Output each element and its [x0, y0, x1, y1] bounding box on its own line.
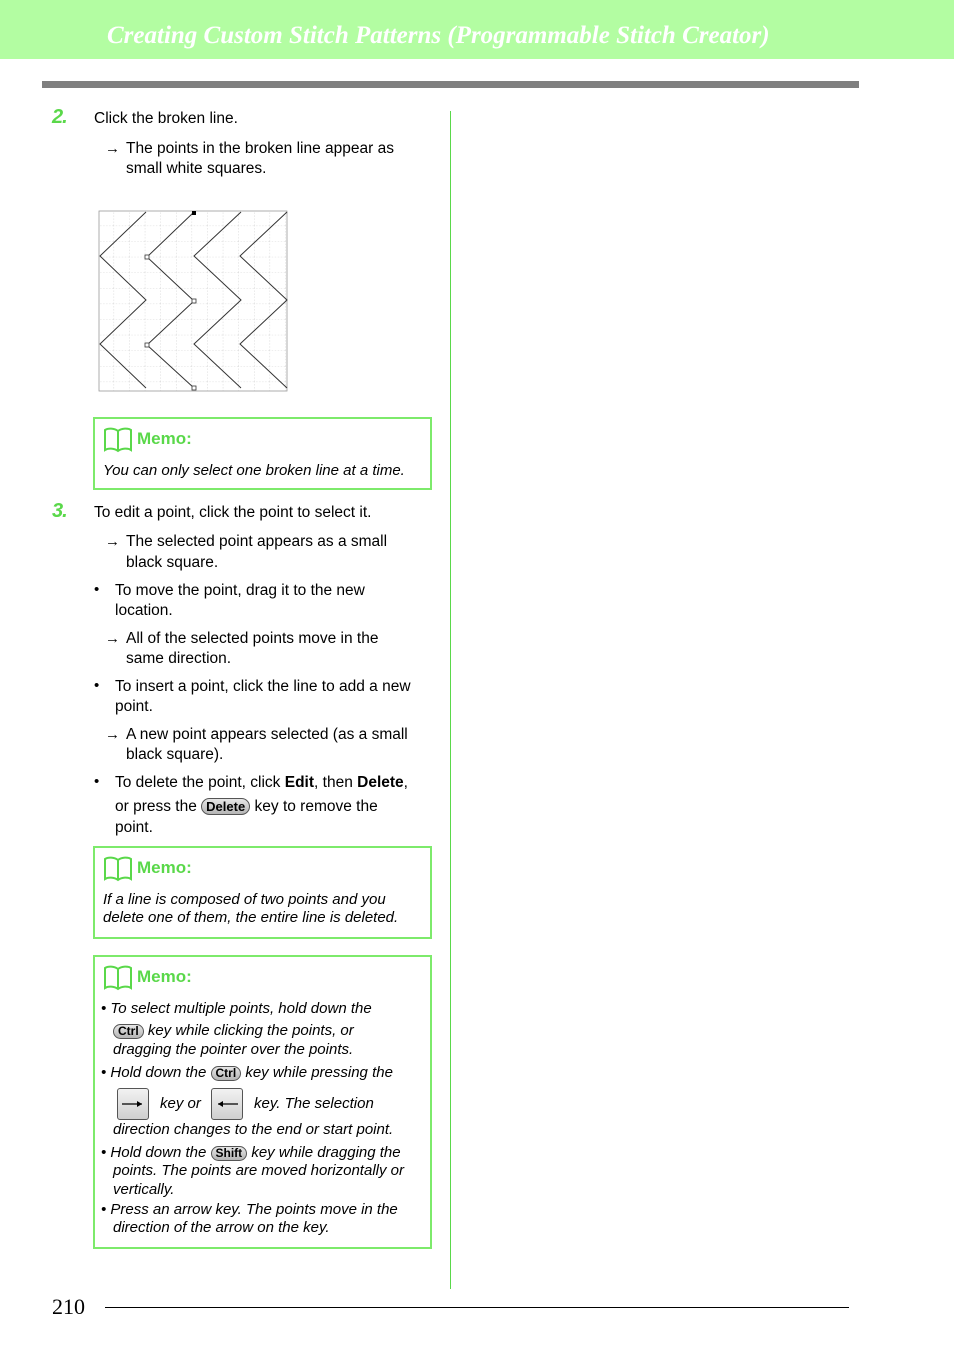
delete-text-part2: , then	[314, 774, 358, 791]
delete-key: Delete	[201, 798, 250, 815]
left-arrow-key-icon	[211, 1088, 243, 1120]
book-icon	[103, 427, 133, 453]
memo-3-b4-line1: • Press an arrow key. The points move in the	[101, 1201, 398, 1218]
memo-3-b4-line2: direction of the arrow on the key.	[113, 1219, 330, 1236]
memo-3-key-or: key or	[160, 1095, 201, 1112]
memo-3-b2-line1	[101, 1064, 393, 1082]
result-arrow: →	[105, 533, 120, 550]
delete-line1	[115, 773, 408, 793]
step-3-number: 3.	[52, 500, 67, 522]
ctrl-key: Ctrl	[211, 1066, 242, 1081]
memo-box-2	[93, 846, 432, 939]
delete-line3: point.	[115, 819, 153, 836]
memo-3-selection: key. The selection	[254, 1095, 374, 1112]
result-arrow: →	[105, 140, 120, 157]
select-result-line2: black square.	[126, 554, 219, 571]
result-arrow: →	[105, 630, 120, 647]
right-arrow-key-icon	[117, 1088, 149, 1120]
memo-2-line2: delete one of them, the entire line is deleted.	[103, 909, 399, 926]
memo-3-b3-post: key while dragging the	[251, 1144, 401, 1161]
memo-3-b1-line3: dragging the pointer over the points.	[113, 1041, 354, 1058]
insert-result-line2: black square).	[126, 746, 224, 763]
ctrl-key: Ctrl	[113, 1024, 144, 1039]
move-line1: To move the point, drag it to the new	[115, 582, 365, 599]
memo-3-b3-line2: points. The points are moved horizontally or	[113, 1162, 404, 1179]
delete-menu-ref: Delete	[357, 774, 404, 791]
book-icon	[103, 856, 133, 882]
memo-3-b2-line3: direction changes to the end or start point.	[113, 1121, 394, 1138]
delete-text-part1: To delete the point, click	[115, 774, 285, 791]
insert-result-line1: A new point appears selected (as a small	[126, 726, 408, 743]
bullet: •	[94, 773, 100, 790]
step-3-instruction: To edit a point, click the point to select it.	[94, 504, 372, 521]
memo-3-b1-line2	[113, 1022, 354, 1040]
move-result-line1: All of the selected points move in the	[126, 630, 379, 647]
memo-box-1	[93, 417, 432, 490]
move-result-line2: same direction.	[126, 650, 232, 667]
memo-3-b2-post: key while pressing the	[245, 1064, 393, 1081]
edit-menu-ref: Edit	[284, 774, 315, 791]
bullet: •	[94, 581, 100, 598]
memo-3-b2-pre: • Hold down the	[101, 1064, 207, 1081]
memo-2-line1: If a line is composed of two points and you	[103, 891, 386, 908]
page-number: 210	[52, 1294, 85, 1319]
insert-line2: point.	[115, 698, 153, 715]
delete-line2-post: key to remove the	[254, 798, 378, 815]
step-2-result-line2: small white squares.	[126, 160, 267, 177]
step-2-number: 2.	[52, 106, 67, 128]
select-result-line1: The selected point appears as a small	[126, 533, 388, 550]
memo-3-b1-line1: • To select multiple points, hold down the	[101, 1000, 372, 1017]
memo-label: Memo:	[137, 858, 192, 877]
delete-text-part3: ,	[403, 774, 408, 791]
memo-label: Memo:	[137, 429, 192, 448]
memo-box-3	[93, 955, 432, 1249]
book-icon	[103, 965, 133, 991]
delete-line2-pre: or press the	[115, 798, 197, 815]
delete-line2	[115, 797, 378, 817]
bullet: •	[94, 677, 100, 694]
result-arrow: →	[105, 726, 120, 743]
move-line2: location.	[115, 602, 173, 619]
memo-3-b3-line1	[101, 1144, 401, 1162]
section-bar	[42, 81, 859, 88]
step-2-instruction: Click the broken line.	[94, 110, 238, 127]
page-title: Creating Custom Stitch Patterns (Programmable Stitch Creator)	[107, 22, 770, 49]
broken-line-illustration	[98, 210, 290, 394]
column-divider	[450, 111, 451, 1289]
memo-3-b1-line2-text: key while clicking the points, or	[147, 1022, 354, 1039]
memo-label: Memo:	[137, 967, 192, 986]
insert-line1: To insert a point, click the line to add a new	[115, 678, 411, 695]
memo-1-text: You can only select one broken line at a time.	[103, 462, 405, 479]
footer-rule	[105, 1307, 849, 1308]
memo-3-b3-line3: vertically.	[113, 1181, 175, 1198]
shift-key: Shift	[211, 1146, 248, 1161]
step-2-result-line1: The points in the broken line appear as	[126, 140, 394, 157]
memo-3-b3-pre: • Hold down the	[101, 1144, 207, 1161]
